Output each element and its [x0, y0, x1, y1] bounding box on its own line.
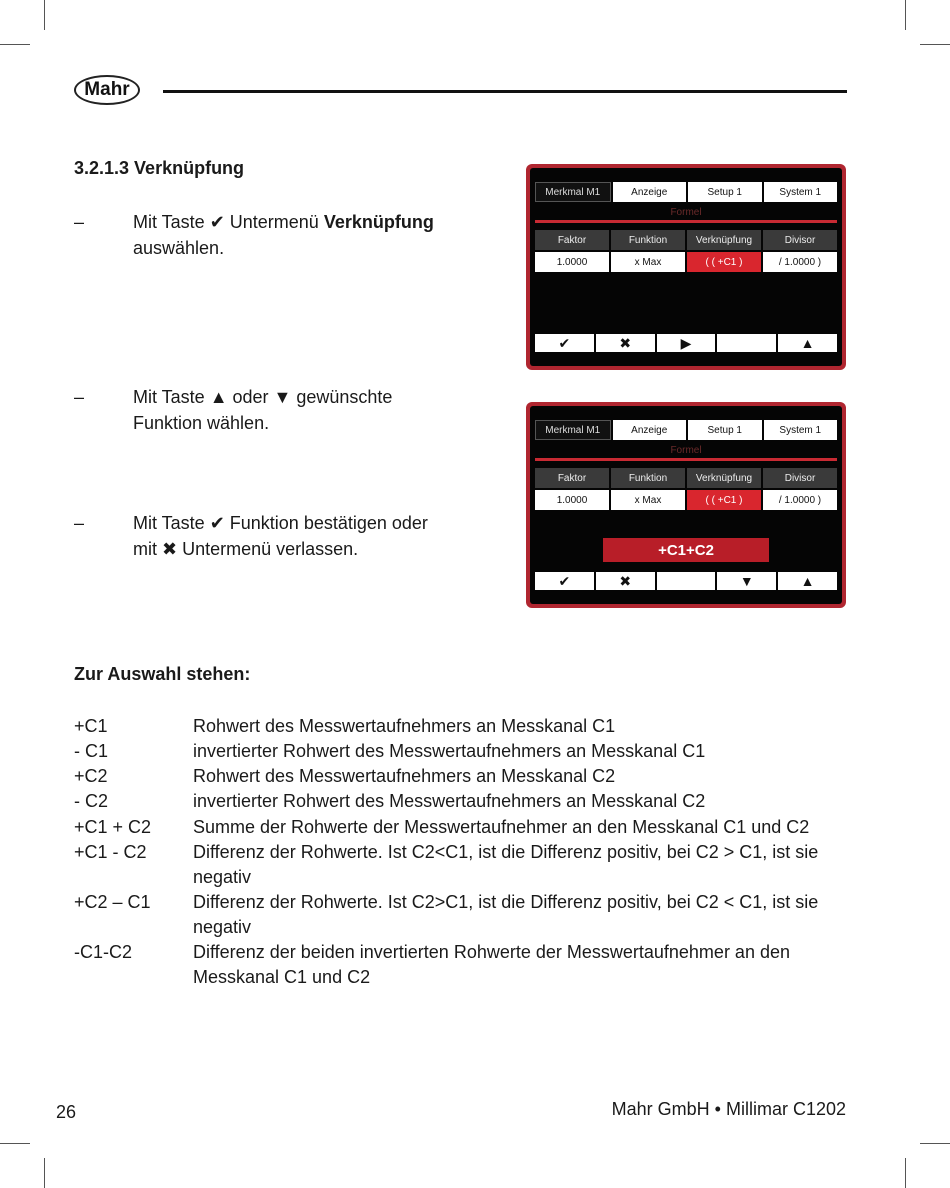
tab-anzeige[interactable]: Anzeige [613, 420, 687, 440]
option-code: +C1 + C2 [74, 817, 152, 837]
screen-display [530, 168, 842, 366]
option-desc: invertierter Rohwert des Messwertaufnehmers an Messkanal C1 [193, 741, 706, 761]
option-desc: Rohwert des Messwertaufnehmers an Messkanal C2 [193, 766, 616, 786]
footer-publisher: Mahr GmbH • Millimar C1202 [611, 1099, 846, 1119]
option-desc: invertierter Rohwert des Messwertaufnehmers an Messkanal C2 [193, 791, 706, 811]
column-header: Faktor [535, 468, 609, 488]
softkey-bar [535, 334, 837, 352]
tab-setup[interactable]: Setup 1 [688, 420, 762, 440]
formel-divider [535, 458, 837, 461]
option-code: -C1-C2 [74, 942, 133, 962]
softkey-bar [535, 572, 837, 590]
step-text: Mit Taste ✔ Funktion bestätigen oder mit ✖ Untermenü verlassen. [133, 513, 428, 559]
cross-key-icon[interactable]: ✖ [596, 572, 655, 590]
cross-key-icon[interactable]: ✖ [596, 334, 655, 352]
column-header: Funktion [611, 230, 685, 250]
column-header: Funktion [611, 468, 685, 488]
tab-anzeige[interactable]: Anzeige [613, 182, 687, 202]
crop-mark [905, 1158, 906, 1188]
value-funktion[interactable]: x Max [611, 252, 685, 272]
option-desc: Differenz der Rohwerte. Ist C2>C1, ist die Differenz positiv, bei C2 < C1, ist sie negativ [193, 892, 819, 937]
selection-option[interactable]: +C1+C2 [603, 538, 769, 562]
option-desc: Summe der Rohwerte der Messwertaufnehmer an den Messkanal C1 und C2 [193, 817, 810, 837]
screen-tabs [535, 420, 837, 440]
option-code: +C2 [74, 766, 108, 786]
formel-divider [535, 220, 837, 223]
column-header: Divisor [763, 468, 837, 488]
section-heading: 3.2.1.3 Verknüpfung [74, 158, 245, 178]
value-divisor[interactable]: / 1.0000 ) [763, 490, 837, 510]
tab-setup[interactable]: Setup 1 [688, 182, 762, 202]
tab-merkmal[interactable]: Merkmal M1 [535, 420, 611, 440]
value-divisor[interactable]: / 1.0000 ) [763, 252, 837, 272]
check-key-icon[interactable]: ✔ [535, 572, 594, 590]
option-code: +C1 - C2 [74, 842, 147, 862]
column-header: Verknüpfung [687, 230, 761, 250]
value-row [535, 490, 837, 510]
value-faktor[interactable]: 1.0000 [535, 252, 609, 272]
up-key-icon[interactable]: ▲ [778, 334, 837, 352]
crop-mark [0, 44, 30, 45]
option-code: - C1 [74, 741, 109, 761]
column-headers [535, 468, 837, 488]
play-key-icon[interactable]: ▶ [657, 334, 716, 352]
step-text: Mit Taste ▲ oder ▼ gewünschte Funktion wählen. [133, 387, 393, 433]
step-dash: – [74, 387, 85, 407]
step-dash: – [74, 513, 85, 533]
value-row [535, 252, 837, 272]
crop-mark [44, 0, 45, 30]
crop-mark [920, 44, 950, 45]
tab-merkmal[interactable]: Merkmal M1 [535, 182, 611, 202]
value-faktor[interactable]: 1.0000 [535, 490, 609, 510]
option-desc: Rohwert des Messwertaufnehmers an Messkanal C1 [193, 716, 616, 736]
empty-key[interactable] [657, 572, 716, 590]
value-funktion[interactable]: x Max [611, 490, 685, 510]
tab-system[interactable]: System 1 [764, 420, 838, 440]
mahr-logo: Mahr [74, 75, 140, 105]
empty-key[interactable] [717, 334, 776, 352]
screen-display [530, 406, 842, 604]
option-code: +C1 [74, 716, 108, 736]
option-code: - C2 [74, 791, 109, 811]
formel-label: Formel [670, 445, 702, 456]
up-key-icon[interactable]: ▲ [778, 572, 837, 590]
header-rule [163, 90, 847, 93]
screen-tabs [535, 182, 837, 202]
column-headers [535, 230, 837, 250]
column-header: Faktor [535, 230, 609, 250]
step-text: Mit Taste ✔ Untermenü Verknüpfung auswählen. [133, 212, 434, 258]
crop-mark [905, 0, 906, 30]
device-screen-2 [526, 402, 846, 608]
crop-mark [920, 1143, 950, 1144]
column-header: Divisor [763, 230, 837, 250]
device-screen-1 [526, 164, 846, 370]
down-key-icon[interactable]: ▼ [717, 572, 776, 590]
step-dash: – [74, 212, 85, 232]
options-heading: Zur Auswahl stehen: [74, 664, 251, 684]
value-verknuepfung[interactable]: ( ( +C1 ) [687, 252, 761, 272]
value-verknuepfung[interactable]: ( ( +C1 ) [687, 490, 761, 510]
crop-mark [0, 1143, 30, 1144]
crop-mark [44, 1158, 45, 1188]
option-desc: Differenz der Rohwerte. Ist C2<C1, ist die Differenz positiv, bei C2 > C1, ist sie negativ [193, 842, 819, 887]
page-number: 26 [56, 1102, 77, 1122]
option-desc: Differenz der beiden invertierten Rohwerte der Messwertaufnehmer an den Messkanal C1 und C2 [193, 942, 790, 987]
option-code: +C2 – C1 [74, 892, 151, 912]
formel-label: Formel [670, 207, 702, 218]
tab-system[interactable]: System 1 [764, 182, 838, 202]
column-header: Verknüpfung [687, 468, 761, 488]
check-key-icon[interactable]: ✔ [535, 334, 594, 352]
